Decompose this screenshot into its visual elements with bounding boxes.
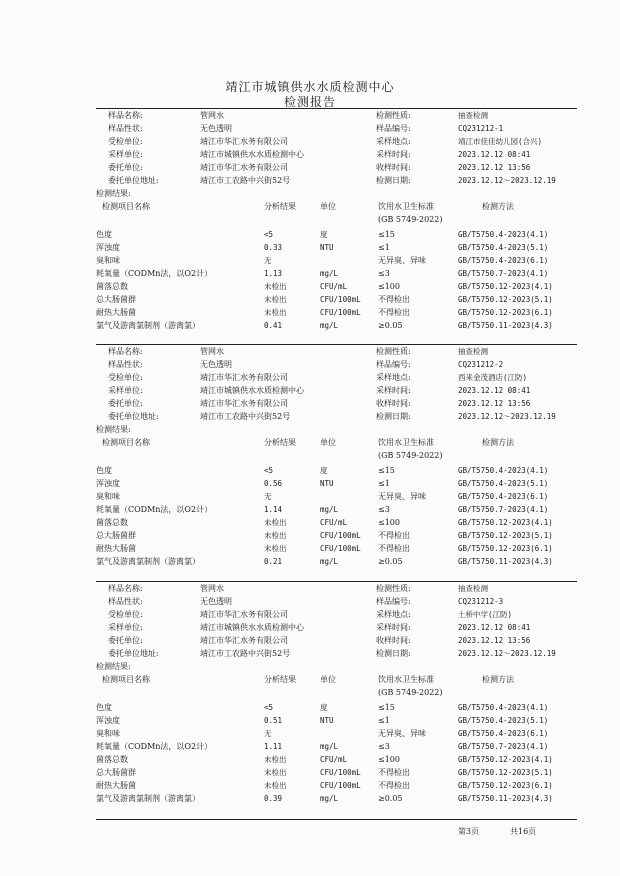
info-value-right: 2023.12.12 08:41 (458, 386, 531, 395)
result-item: 总大肠菌群 (96, 295, 136, 304)
result-unit: CFU/100mL (320, 781, 361, 790)
result-value: 0.41 (264, 321, 283, 330)
result-value: 未检出 (264, 282, 287, 291)
info-label-right: 收样时间: (376, 163, 411, 172)
info-row (96, 135, 576, 148)
info-value: 靖江市华汇水务有限公司 (200, 610, 288, 619)
result-row (96, 779, 576, 792)
col-header-standard: 饮用水卫生标准 (378, 202, 434, 211)
result-method: GB/T5750.4-2023(6.1) (458, 492, 549, 501)
result-method: GB/T5750.4-2023(4.1) (458, 466, 549, 475)
col-header-result: 分析结果 (264, 438, 296, 447)
result-standard: ≤100 (378, 755, 400, 764)
result-row (96, 792, 576, 805)
result-standard: 不得检出 (378, 295, 410, 304)
result-row (96, 529, 576, 542)
info-row (96, 582, 576, 595)
result-method: GB/T5750.12-2023(5.1) (458, 768, 553, 777)
result-unit: NTU (320, 716, 334, 725)
info-label-right: 检测性质: (376, 347, 411, 356)
result-standard: ≤3 (378, 269, 390, 278)
result-unit: CFU/100mL (320, 544, 361, 553)
info-value: 靖江市城镇供水水质检测中心 (200, 386, 304, 395)
result-method: GB/T5750.12-2023(4.1) (458, 755, 553, 764)
result-value: 未检出 (264, 308, 287, 317)
result-unit: CFU/100mL (320, 768, 361, 777)
info-label-right: 样品编号: (376, 597, 411, 606)
info-value-right: CQ231212-2 (458, 360, 504, 369)
result-value: 无 (264, 492, 272, 501)
results-heading (96, 423, 576, 436)
info-label-right: 采样地点: (376, 610, 411, 619)
result-method: GB/T5750.12-2023(6.1) (458, 308, 553, 317)
result-unit: CFU/100mL (320, 531, 361, 540)
result-method: GB/T5750.12-2023(5.1) (458, 531, 553, 540)
result-standard: 不得检出 (378, 531, 410, 540)
result-item: 臭和味 (96, 256, 120, 265)
result-row (96, 542, 576, 555)
info-value: 靖江市工农路中兴街52号 (200, 412, 291, 421)
sample-block (96, 345, 576, 581)
result-unit: 度 (320, 466, 328, 475)
result-row (96, 241, 576, 254)
info-value-right: 2023.12.12 13:56 (458, 636, 531, 645)
result-item: 菌落总数 (96, 518, 128, 527)
result-value: 未检出 (264, 295, 287, 304)
result-value: 未检出 (264, 781, 287, 790)
info-value-right: 2023.12.12～2023.12.19 (458, 412, 556, 421)
info-label: 采样单位: (108, 386, 143, 395)
result-method: GB/T5750.11-2023(4.3) (458, 557, 553, 566)
col-header-item: 检测项目名称 (102, 438, 150, 447)
result-item: 菌落总数 (96, 282, 128, 291)
result-standard: ≤100 (378, 282, 400, 291)
result-unit: CFU/100mL (320, 295, 361, 304)
info-label: 采样单位: (108, 623, 143, 632)
result-standard: ≤3 (378, 742, 390, 751)
results-label: 检测结果: (96, 189, 131, 198)
info-value-right: 2023.12.12 08:41 (458, 150, 531, 159)
result-item: 氯气及游离氯制剂（游离氯） (96, 557, 200, 566)
result-row (96, 464, 576, 477)
result-standard: 无异臭、异味 (378, 492, 426, 501)
results-heading (96, 660, 576, 673)
info-label-right: 检测日期: (376, 176, 411, 185)
result-standard: ≥0.05 (378, 794, 403, 803)
result-method: GB/T5750.7-2023(4.1) (458, 742, 549, 751)
info-label: 受检单位: (108, 137, 143, 146)
result-unit: mg/L (320, 557, 339, 566)
result-method: GB/T5750.12-2023(6.1) (458, 781, 553, 790)
result-row (96, 753, 576, 766)
result-unit: CFU/mL (320, 755, 348, 764)
result-row (96, 293, 576, 306)
result-value: 未检出 (264, 544, 287, 553)
info-value: 靖江市华汇水务有限公司 (200, 373, 288, 382)
result-value: 无 (264, 256, 272, 265)
result-row (96, 280, 576, 293)
info-label: 委托单位: (108, 163, 143, 172)
sample-block (96, 582, 576, 818)
info-row (96, 161, 576, 174)
result-standard: 无异臭、异味 (378, 729, 426, 738)
result-standard: ≤15 (378, 466, 395, 475)
col-header-standard-code: (GB 5749-2022) (378, 451, 443, 460)
info-label-right: 采样地点: (376, 373, 411, 382)
info-value-right: 靖江市佳佳幼儿园(合兴) (458, 137, 543, 146)
page-total: 共16页 (510, 827, 537, 836)
info-row (96, 109, 576, 122)
result-unit: mg/L (320, 321, 339, 330)
result-row (96, 714, 576, 727)
result-item: 耗氧量（CODMn法，以O2计） (96, 742, 213, 751)
result-value: <5 (264, 703, 274, 712)
org-title: 靖江市城镇供水水质检测中心 (225, 80, 395, 94)
info-label-right: 采样时间: (376, 150, 411, 159)
result-standard: 不得检出 (378, 308, 410, 317)
result-value: 0.51 (264, 716, 283, 725)
info-label: 样品名称: (108, 584, 143, 593)
col-header-standard: 饮用水卫生标准 (378, 675, 434, 684)
result-value: 未检出 (264, 531, 287, 540)
result-standard: ≤100 (378, 518, 400, 527)
result-item: 耗氧量（CODMn法，以O2计） (96, 505, 213, 514)
result-standard: ≤15 (378, 703, 395, 712)
result-item: 臭和味 (96, 729, 120, 738)
result-method: GB/T5750.4-2023(6.1) (458, 729, 549, 738)
result-method: GB/T5750.7-2023(4.1) (458, 269, 549, 278)
info-value-right: 抽查检测 (458, 584, 488, 593)
result-unit: mg/L (320, 742, 339, 751)
info-label: 受检单位: (108, 373, 143, 382)
result-item: 臭和味 (96, 492, 120, 501)
result-value: <5 (264, 230, 274, 239)
col-header-unit: 单位 (320, 675, 336, 684)
info-row (96, 608, 576, 621)
result-item: 菌落总数 (96, 755, 128, 764)
result-method: GB/T5750.11-2023(4.3) (458, 794, 553, 803)
info-row (96, 397, 576, 410)
info-label: 委托单位: (108, 399, 143, 408)
result-row (96, 477, 576, 490)
section-divider (96, 819, 577, 820)
result-unit: NTU (320, 243, 334, 252)
sample-block (96, 109, 576, 345)
info-label-right: 收样时间: (376, 636, 411, 645)
info-row (96, 358, 576, 371)
info-value-right: 2023.12.12～2023.12.19 (458, 649, 556, 658)
info-label: 委托单位: (108, 636, 143, 645)
result-item: 氯气及游离氯制剂（游离氯） (96, 794, 200, 803)
result-item: 耐热大肠菌 (96, 308, 136, 317)
result-row (96, 319, 576, 332)
info-row (96, 148, 576, 161)
col-header-method: 检测方法 (482, 438, 514, 447)
result-unit: CFU/mL (320, 282, 348, 291)
result-standard: 不得检出 (378, 544, 410, 553)
info-value-right: 抽查检测 (458, 111, 488, 120)
info-value: 靖江市工农路中兴街52号 (200, 176, 291, 185)
result-unit: NTU (320, 479, 334, 488)
col-header-method: 检测方法 (482, 675, 514, 684)
result-unit: CFU/100mL (320, 308, 361, 317)
result-row (96, 228, 576, 241)
result-standard: ≤15 (378, 230, 395, 239)
result-row (96, 740, 576, 753)
result-method: GB/T5750.12-2023(4.1) (458, 282, 553, 291)
info-value: 无色透明 (200, 124, 232, 133)
info-row (96, 371, 576, 384)
result-standard: 不得检出 (378, 781, 410, 790)
result-method: GB/T5750.4-2023(5.1) (458, 479, 549, 488)
info-label-right: 采样时间: (376, 386, 411, 395)
info-label-right: 检测性质: (376, 111, 411, 120)
info-value-right: 土桥中学(江防) (458, 610, 513, 619)
info-label: 受检单位: (108, 610, 143, 619)
result-standard: ≥0.05 (378, 321, 403, 330)
result-method: GB/T5750.12-2023(5.1) (458, 295, 553, 304)
result-standard: ≤1 (378, 479, 390, 488)
info-row (96, 345, 576, 358)
info-value-right: 西来金茂酒店(江防) (458, 373, 528, 382)
info-value: 管网水 (200, 584, 224, 593)
info-label-right: 检测日期: (376, 649, 411, 658)
info-value: 管网水 (200, 347, 224, 356)
info-value-right: 2023.12.12 13:56 (458, 399, 531, 408)
result-item: 总大肠菌群 (96, 531, 136, 540)
result-value: 无 (264, 729, 272, 738)
result-method: GB/T5750.4-2023(4.1) (458, 703, 549, 712)
results-header (96, 673, 576, 686)
info-label-right: 检测性质: (376, 584, 411, 593)
result-value: 0.56 (264, 479, 283, 488)
info-value-right: CQ231212-3 (458, 597, 504, 606)
result-item: 色度 (96, 230, 112, 239)
info-label: 样品名称: (108, 111, 143, 120)
result-value: <5 (264, 466, 274, 475)
result-standard: ≥0.05 (378, 557, 403, 566)
info-value: 靖江市华汇水务有限公司 (200, 137, 288, 146)
info-value: 管网水 (200, 111, 224, 120)
info-row (96, 410, 576, 423)
results-label: 检测结果: (96, 662, 131, 671)
result-method: GB/T5750.4-2023(6.1) (458, 256, 549, 265)
info-label: 样品性状: (108, 597, 143, 606)
result-value: 1.13 (264, 269, 283, 278)
info-value: 靖江市工农路中兴街52号 (200, 649, 291, 658)
info-value-right: 2023.12.12 13:56 (458, 163, 531, 172)
info-value: 靖江市华汇水务有限公司 (200, 399, 288, 408)
results-header (96, 200, 576, 213)
result-row (96, 727, 576, 740)
col-header-standard-code: (GB 5749-2022) (378, 688, 443, 697)
info-value-right: CQ231212-1 (458, 124, 504, 133)
result-row (96, 766, 576, 779)
result-value: 1.14 (264, 505, 283, 514)
result-method: GB/T5750.12-2023(6.1) (458, 544, 553, 553)
results-header (96, 436, 576, 449)
info-value: 靖江市城镇供水水质检测中心 (200, 623, 304, 632)
result-row (96, 516, 576, 529)
info-label: 样品性状: (108, 360, 143, 369)
result-item: 浑浊度 (96, 243, 120, 252)
result-unit: 度 (320, 703, 328, 712)
info-label-right: 采样时间: (376, 623, 411, 632)
result-standard: ≤1 (378, 716, 390, 725)
result-row (96, 555, 576, 568)
info-label-right: 收样时间: (376, 399, 411, 408)
info-value-right: 2023.12.12 08:41 (458, 623, 531, 632)
result-value: 未检出 (264, 755, 287, 764)
info-label: 采样单位: (108, 150, 143, 159)
result-row (96, 701, 576, 714)
info-label: 委托单位地址: (108, 176, 159, 185)
result-row (96, 490, 576, 503)
result-method: GB/T5750.11-2023(4.3) (458, 321, 553, 330)
result-unit: mg/L (320, 794, 339, 803)
result-method: GB/T5750.4-2023(4.1) (458, 230, 549, 239)
info-label: 委托单位地址: (108, 649, 159, 658)
result-method: GB/T5750.4-2023(5.1) (458, 716, 549, 725)
info-label-right: 样品编号: (376, 124, 411, 133)
result-unit: mg/L (320, 269, 339, 278)
results-label: 检测结果: (96, 425, 131, 434)
info-value-right: 2023.12.12～2023.12.19 (458, 176, 556, 185)
results-subheader (96, 686, 576, 699)
info-row (96, 595, 576, 608)
result-value: 未检出 (264, 768, 287, 777)
result-standard: ≤3 (378, 505, 390, 514)
page-number: 第3页 (458, 827, 480, 836)
info-row (96, 122, 576, 135)
result-standard: ≤1 (378, 243, 390, 252)
result-row (96, 503, 576, 516)
col-header-unit: 单位 (320, 202, 336, 211)
info-row (96, 384, 576, 397)
col-header-standard: 饮用水卫生标准 (378, 438, 434, 447)
col-header-result: 分析结果 (264, 202, 296, 211)
result-item: 浑浊度 (96, 479, 120, 488)
result-value: 0.33 (264, 243, 283, 252)
result-row (96, 254, 576, 267)
result-method: GB/T5750.4-2023(5.1) (458, 243, 549, 252)
result-standard: 无异臭、异味 (378, 256, 426, 265)
info-row (96, 634, 576, 647)
results-subheader (96, 213, 576, 226)
result-item: 耗氧量（CODMn法，以O2计） (96, 269, 213, 278)
result-item: 浑浊度 (96, 716, 120, 725)
info-row (96, 174, 576, 187)
result-value: 未检出 (264, 518, 287, 527)
result-value: 0.39 (264, 794, 283, 803)
result-item: 耐热大肠菌 (96, 544, 136, 553)
result-unit: 度 (320, 230, 328, 239)
result-value: 1.11 (264, 742, 283, 751)
info-row (96, 647, 576, 660)
result-value: 0.21 (264, 557, 283, 566)
result-standard: 不得检出 (378, 768, 410, 777)
col-header-standard-code: (GB 5749-2022) (378, 215, 443, 224)
result-method: GB/T5750.7-2023(4.1) (458, 505, 549, 514)
results-heading (96, 187, 576, 200)
col-header-item: 检测项目名称 (102, 202, 150, 211)
info-value: 靖江市华汇水务有限公司 (200, 636, 288, 645)
col-header-result: 分析结果 (264, 675, 296, 684)
info-label-right: 样品编号: (376, 360, 411, 369)
info-value: 靖江市城镇供水水质检测中心 (200, 150, 304, 159)
result-item: 总大肠菌群 (96, 768, 136, 777)
result-item: 氯气及游离氯制剂（游离氯） (96, 321, 200, 330)
col-header-item: 检测项目名称 (102, 675, 150, 684)
info-value: 无色透明 (200, 597, 232, 606)
col-header-method: 检测方法 (482, 202, 514, 211)
info-label: 样品名称: (108, 347, 143, 356)
info-label: 样品性状: (108, 124, 143, 133)
result-item: 色度 (96, 703, 112, 712)
result-row (96, 306, 576, 319)
results-subheader (96, 449, 576, 462)
result-item: 色度 (96, 466, 112, 475)
result-row (96, 267, 576, 280)
info-label-right: 采样地点: (376, 137, 411, 146)
info-row (96, 621, 576, 634)
result-unit: mg/L (320, 505, 339, 514)
info-value: 无色透明 (200, 360, 232, 369)
result-unit: CFU/mL (320, 518, 348, 527)
result-item: 耐热大肠菌 (96, 781, 136, 790)
info-label: 委托单位地址: (108, 412, 159, 421)
result-method: GB/T5750.12-2023(4.1) (458, 518, 553, 527)
col-header-unit: 单位 (320, 438, 336, 447)
info-label-right: 检测日期: (376, 412, 411, 421)
info-value-right: 抽查检测 (458, 347, 488, 356)
info-value: 靖江市华汇水务有限公司 (200, 163, 288, 172)
doc-title: 检测报告 (283, 95, 336, 109)
